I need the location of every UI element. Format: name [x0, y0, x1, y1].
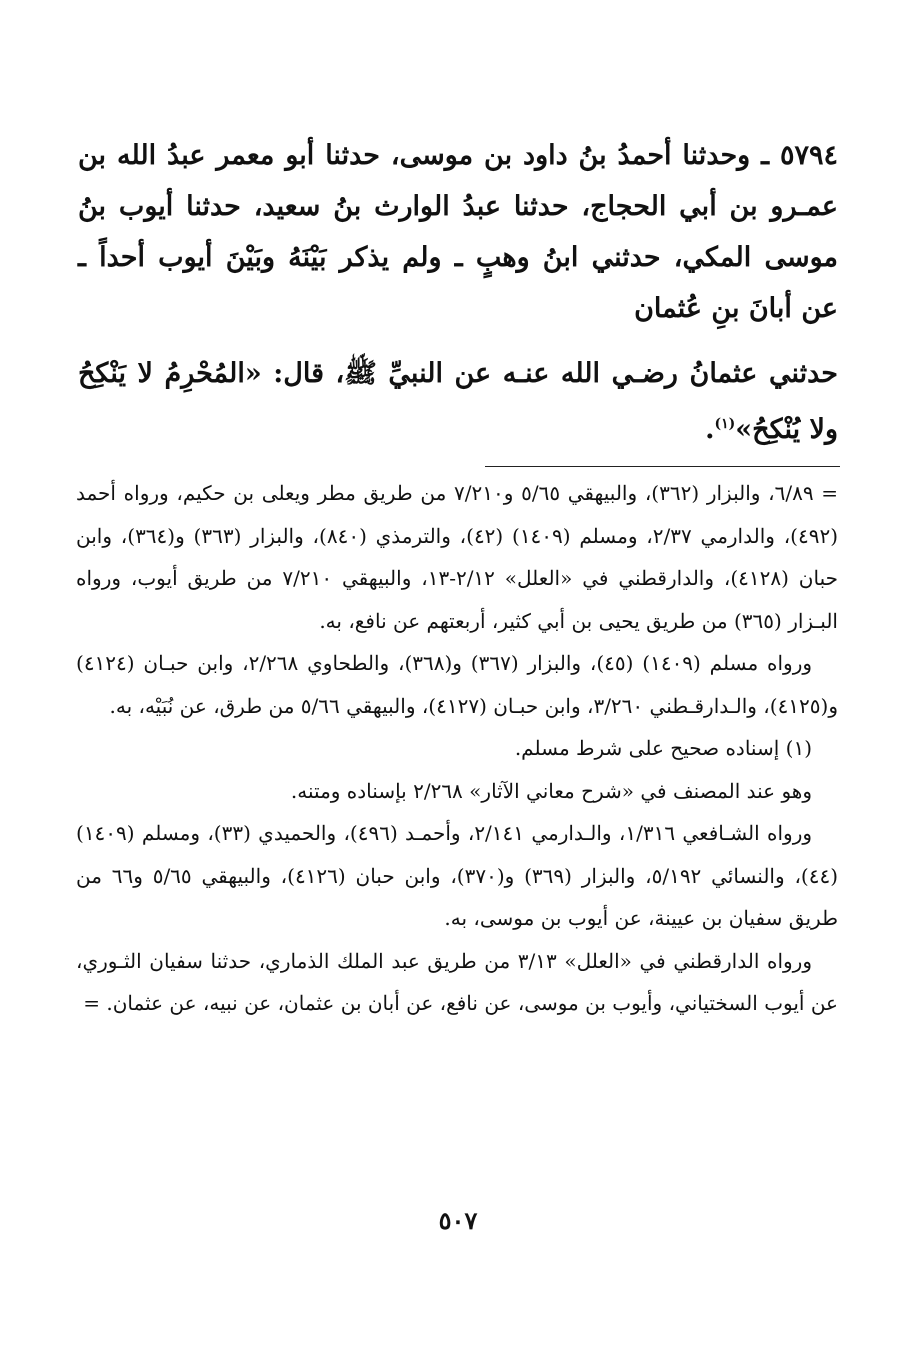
footnote-marker[interactable]: (١)	[714, 416, 736, 432]
footnote-paragraph: ورواه الدارقطني في «العلل» ٣/١٣ من طريق عبد الملك الذماري، حدثنا سفيان الثـوري، عن أيوب السختياني، وأيوب بن موسى، عن نافع، عن أبان بن عثمان، عن نبيه، عن عثمان. =	[76, 948, 838, 1015]
footnote-1-title: (١) إسناده صحيح على شرط مسلم.	[514, 736, 812, 760]
hadith-text	[78, 130, 838, 455]
footnote-paragraph: ورواه مسلم (١٤٠٩) (٤٥)، والبزار (٣٦٧) و(٣٦٨)، والطحاوي ٢/٢٦٨، وابن حبـان (٤١٢٤) و(٤١٢٥)، والـدارقـطني ٣/٢٦٠، وابن حبـان (٤١٢٧)، والبيهقي ٥/٦٦ من طرق، عن نُبَيْه، به.	[76, 651, 838, 718]
hadith-isnad: ٥٧٩٤ ـ وحدثنا أحمدُ بنُ داود بن موسى، حدثنا أبو معمر عبدُ الله بن عمـرو بن أبي الحجاج، حدثنا عبدُ الوارث بنُ سعيد، حدثنا أيوب بنُ موسى المكي، حدثني ابنُ وهبٍ ـ ولم يذكر بَيْنَهُ وبَيْنَ أيوب أحداً ـ عن أبانَ بنِ عُثمان	[78, 140, 838, 324]
footnote-divider	[485, 466, 840, 467]
hadith-matn-text: حدثني عثمانُ رضـي الله عنـه عن النبيِّ ﷺ، قال: «المُحْرِمُ لا يَنْكِحُ ولا يُنْكِحُ»	[78, 358, 838, 445]
footnote-continuation: = ٦/٨٩، والبزار (٣٦٢)، والبيهقي ٥/٦٥ و٧/٢١٠ من طريق مطر ويعلى بن حكيم، ورواه أحمد (٤٩٢)، والدارمي ٢/٣٧، ومسلم (١٤٠٩) (٤٢)، والترمذي (٨٤٠)، والبزار (٣٦٣) و(٣٦٤)، وابن حبان (٤١٢٨)، والدارقطني في «العلل» ٢/١٢-١٣، والبيهقي ٧/٢١٠ من طريق أيوب، ورواه البـزار (٣٦٥) من طريق يحيى بن أبي كثير، أربعتهم عن نافع، به.	[76, 481, 839, 633]
page-number: ٥٠٧	[438, 1206, 478, 1235]
hadith-matn: حدثني عثمانُ رضـي الله عنـه عن النبيِّ ﷺ، قال: «المُحْرِمُ لا يَنْكِحُ ولا يُنْكِحُ»$^{(١)}$.	[78, 358, 838, 445]
footnote-paragraph: وهو عند المصنف في «شرح معاني الآثار» ٢/٢٦٨ بإسناده ومتنه.	[290, 778, 812, 803]
footnotes-section	[76, 472, 838, 1025]
footnote-paragraph: ورواه الشـافعي ١/٣١٦، والـدارمي ٢/١٤١، وأحمـد (٤٩٦)، والحميدي (٣٣)، ومسلم (١٤٠٩) (٤٤)، والنسائي ٥/١٩٢، والبزار (٣٦٩) و(٣٧٠)، وابن حبان (٤١٢٦)، والبيهقي ٥/٦٥ و٦٦ من طريق سفيان بن عيينة، عن أيوب بن موسى، به.	[76, 821, 838, 930]
